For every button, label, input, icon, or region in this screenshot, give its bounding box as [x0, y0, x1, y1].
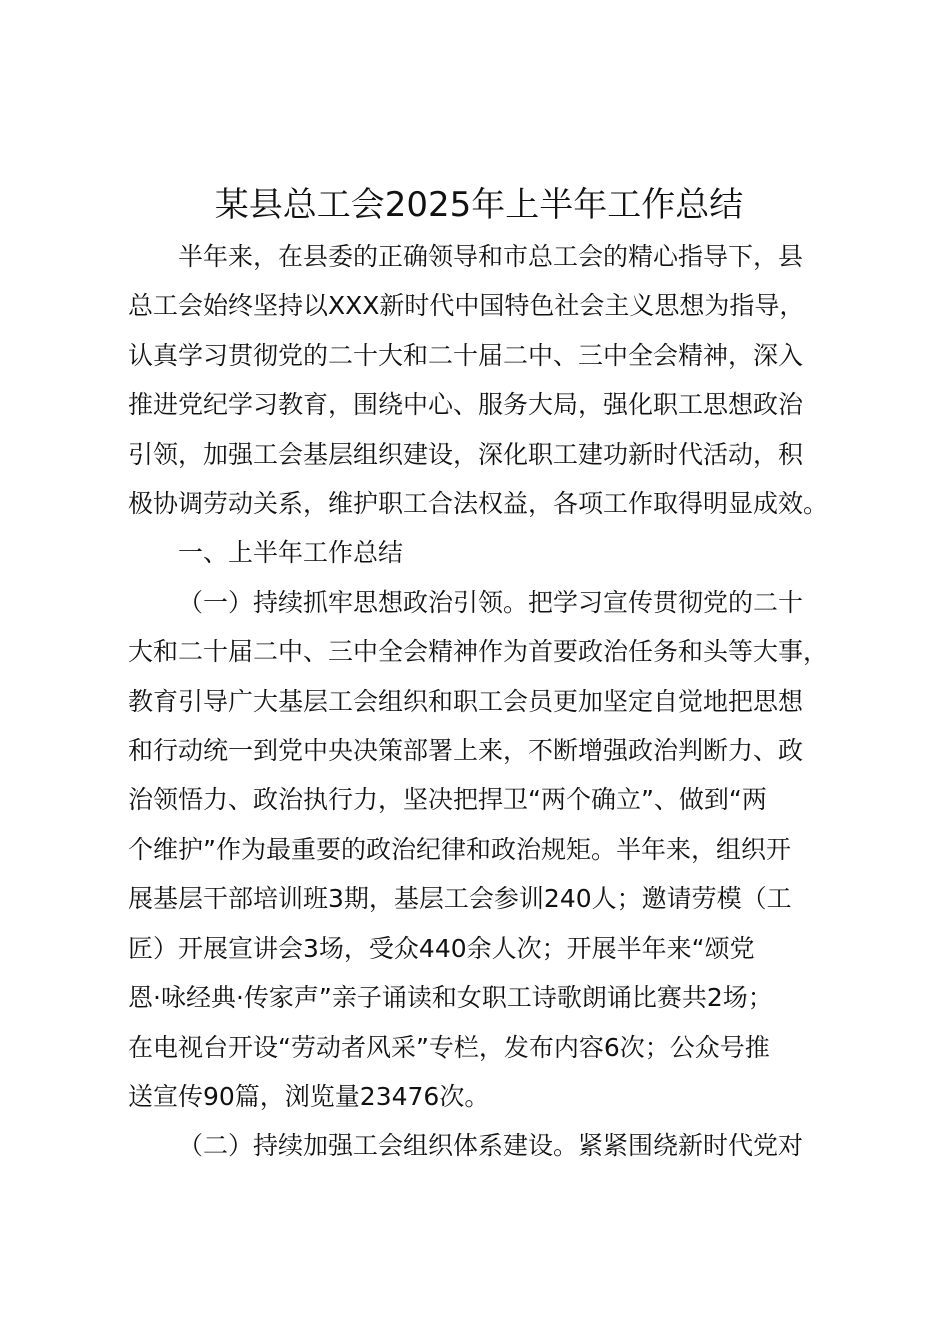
intro-line: 认真学习贯彻党的二十大和二十届二中、三中全会精神，深入 [128, 340, 804, 370]
document-title: 某县总工会2025年上半年工作总结 [214, 185, 744, 225]
item-1-line: 恩·咏经典·传家声”亲子诵读和女职工诗歌朗诵比赛共2场； [128, 983, 773, 1013]
item-1-line: 匠）开展宣讲会3场，受众440余人次；开展半年来“颂党 [128, 933, 755, 963]
section-heading: 一、上半年工作总结 [178, 538, 404, 568]
document-body [128, 232, 838, 1171]
intro-line: 引领，加强工会基层组织建设，深化职工建功新时代活动，积 [128, 439, 804, 469]
item-1-line: 教育引导广大基层工会组织和职工会员更加坚定自觉地把思想 [128, 686, 804, 716]
item-1-line: 送宣传90篇，浏览量23476次。 [128, 1081, 490, 1111]
item-1-line: 个维护”作为最重要的政治纪律和政治规矩。半年来，组织开 [128, 834, 791, 864]
intro-paragraph [128, 232, 838, 528]
intro-line: 推进党纪学习教育，围绕中心、服务大局，强化职工思想政治 [128, 390, 804, 420]
intro-line: 极协调劳动关系，维护职工合法权益，各项工作取得明显成效。 [128, 489, 829, 519]
item-1-paragraph [128, 578, 838, 1121]
item-1-line: 大和二十届二中、三中全会精神作为首要政治任务和头等大事， [128, 637, 829, 667]
item-1-line: 治领悟力、政治执行力，坚决把捍卫“两个确立”、做到“两 [128, 785, 767, 815]
intro-line: 总工会始终坚持以XXX新时代中国特色社会主义思想为指导， [128, 291, 805, 321]
intro-line: 半年来，在县委的正确领导和市总工会的精心指导下，县 [178, 242, 804, 271]
item-2-line: （二）持续加强工会组织体系建设。紧紧围绕新时代党对 [178, 1131, 804, 1161]
item-1-line: （一）持续抓牢思想政治引领。把学习宣传贯彻党的二十 [178, 587, 804, 617]
item-2-paragraph [128, 1121, 838, 1170]
item-1-line: 展基层干部培训班3期，基层工会参训240人；邀请劳模（工 [128, 884, 792, 914]
item-1-line: 和行动统一到党中央决策部署上来，不断增强政治判断力、政 [128, 736, 804, 766]
item-1-line: 在电视台开设“劳动者风采”专栏，发布内容6次；公众号推 [128, 1032, 770, 1062]
